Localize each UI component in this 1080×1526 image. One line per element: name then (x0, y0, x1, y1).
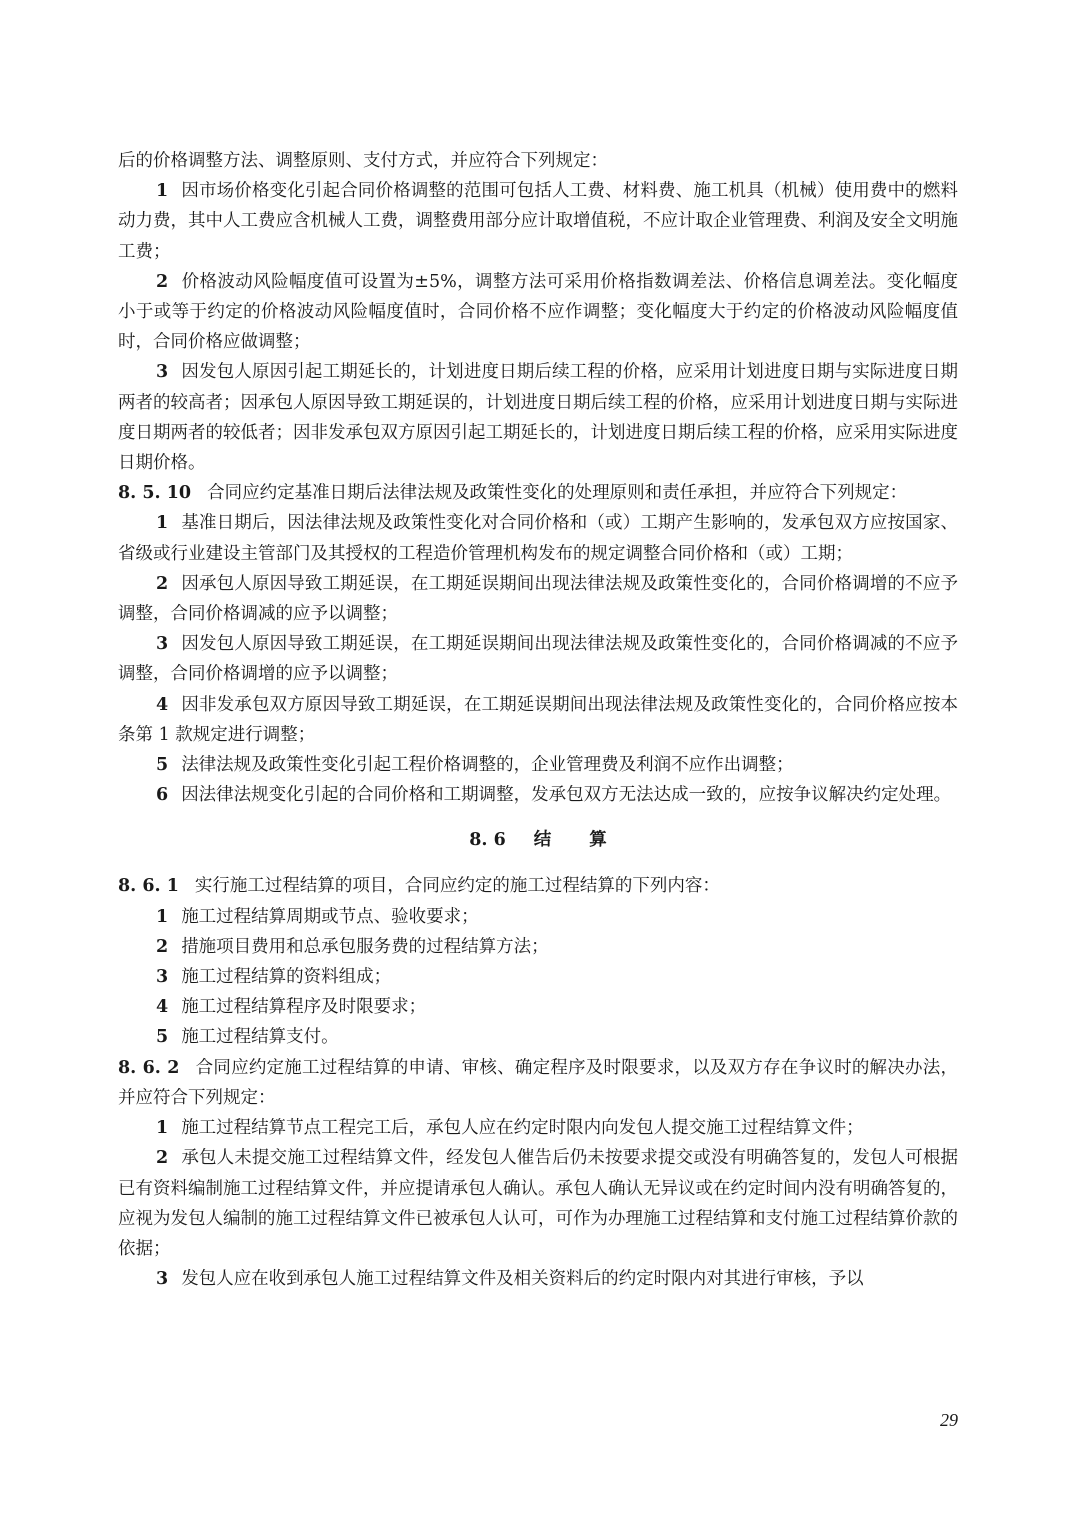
item-number: 3 (156, 1269, 169, 1290)
item-text: 施工过程结算节点工程完工后，承包人应在约定时限内向发包人提交施工过程结算文件； (181, 1118, 864, 1139)
item-text: 承包人未提交施工过程结算文件，经发包人催告后仍未按要求提交或没有明确答复的，发包人可根据已有资料编制施工过程结算文件，并应提请承包人确认。承包人确认无异议或在约定时间内没有明确答复的，应视为发包人编制的施工过程结算文件已被承包人认可，可作为办理施工过程结算和支付施工过程结算价款的依据； (118, 1148, 958, 1259)
item-number: 1 (156, 1118, 169, 1139)
clause-862-item-1 (118, 1113, 958, 1143)
clause-number: 8. 6. 2 (118, 1057, 180, 1078)
clause-859-item-2 (118, 267, 958, 358)
item-text: 因法律法规变化引起的合同价格和工期调整，发承包双方无法达成一致的，应按争议解决约定处理。 (181, 785, 952, 806)
item-text: 施工过程结算的资料组成； (181, 967, 392, 988)
item-number: 1 (156, 181, 169, 202)
clause-8510-item-4 (118, 690, 958, 750)
clause-859-item-1 (118, 176, 958, 267)
clause-862-heading (118, 1053, 958, 1113)
section-title: 结算 (533, 830, 645, 851)
item-number: 3 (156, 967, 169, 988)
clause-number: 8. 5. 10 (118, 483, 192, 504)
section-number: 8. 6 (469, 830, 506, 851)
clause-text: 合同应约定施工过程结算的申请、审核、确定程序及时限要求，以及双方存在争议时的解决办法，并应符合下列规定： (118, 1057, 958, 1108)
clause-number: 8. 6. 1 (118, 876, 179, 897)
clause-861-item-4 (118, 992, 958, 1022)
clause-861-heading (118, 871, 958, 901)
item-number: 5 (156, 1027, 169, 1048)
item-text: 因承包人原因导致工期延误，在工期延误期间出现法律法规及政策性变化的，合同价格调增的不应予调整，合同价格调减的应予以调整； (118, 573, 958, 625)
item-number: 5 (156, 755, 169, 776)
page-number: 29 (940, 1410, 958, 1430)
clause-861-item-2 (118, 932, 958, 962)
clause-text: 实行施工过程结算的项目，合同应约定的施工过程结算的下列内容： (194, 876, 720, 897)
item-number: 2 (156, 271, 169, 292)
item-text: 基准日期后，因法律法规及政策性变化对合同价格和（或）工期产生影响的，发承包双方应按国家、省级或行业建设主管部门及其授权的工程造价管理机构发布的规定调整合同价格和（或）工期； (118, 513, 958, 564)
item-number: 6 (156, 785, 169, 806)
clause-8510-item-2 (118, 569, 958, 629)
item-number: 2 (156, 936, 169, 957)
clause-8510-item-5 (118, 750, 958, 780)
item-text: 因非发承包双方原因导致工期延误，在工期延误期间出现法律法规及政策性变化的，合同价格应按本条第 1 款规定进行调整； (118, 694, 958, 745)
item-number: 2 (156, 573, 169, 594)
page-content (118, 146, 958, 1294)
item-text: 施工过程结算程序及时限要求； (181, 997, 427, 1018)
item-number: 2 (156, 1148, 169, 1169)
section-heading (118, 825, 958, 855)
clause-8510-item-6 (118, 780, 958, 810)
clause-8510-item-1 (118, 508, 958, 568)
item-number: 3 (156, 362, 169, 383)
clause-text: 合同应约定基准日期后法律法规及政策性变化的处理原则和责任承担，并应符合下列规定： (207, 483, 908, 504)
item-text: 因发包人原因引起工期延长的，计划进度日期后续工程的价格，应采用计划进度日期与实际进度日期两者的较高者；因承包人原因导致工期延误的，计划进度日期后续工程的价格，应采用计划进度日期与实际进度日期两者的较低者；因非发承包双方原因引起工期延长的，计划进度日期后续工程的价格，应采用实际进度日期价格。 (118, 362, 958, 474)
clause-861-item-3 (118, 962, 958, 992)
item-number: 1 (156, 906, 169, 927)
intro-line: 后的价格调整方法、调整原则、支付方式，并应符合下列规定： (118, 151, 608, 171)
item-text: 施工过程结算支付。 (181, 1027, 339, 1048)
clause-859-item-3 (118, 357, 958, 478)
clause-861-item-5 (118, 1022, 958, 1052)
clause-862-item-3 (118, 1264, 958, 1294)
item-text: 因市场价格变化引起合同价格调整的范围可包括人工费、材料费、施工机具（机械）使用费中的燃料动力费，其中人工费应含机械人工费，调整费用部分应计取增值税，不应计取企业管理费、利润及安全文明施工费； (118, 181, 958, 262)
item-number: 1 (156, 513, 169, 534)
item-text: 措施项目费用和总承包服务费的过程结算方法； (181, 936, 549, 957)
item-number: 3 (156, 634, 169, 655)
clause-861-item-1 (118, 902, 958, 932)
item-number: 4 (156, 997, 169, 1018)
item-text: 法律法规及政策性变化引起工程价格调整的，企业管理费及利润不应作出调整； (181, 755, 794, 776)
clause-8510-heading (118, 478, 958, 508)
item-text: 价格波动风险幅度值可设置为±5%，调整方法可采用价格指数调差法、价格信息调差法。变化幅度小于或等于约定的价格波动风险幅度值时，合同价格不应作调整；变化幅度大于约定的价格波动风险幅度值时，合同价格应做调整； (118, 271, 958, 353)
item-number: 4 (156, 694, 169, 715)
item-text: 发包人应在收到承包人施工过程结算文件及相关资料后的约定时限内对其进行审核，予以 (181, 1269, 864, 1290)
clause-8510-item-3 (118, 629, 958, 689)
clause-862-item-2 (118, 1143, 958, 1264)
item-text: 施工过程结算周期或节点、验收要求； (181, 906, 479, 927)
item-text: 因发包人原因导致工期延误，在工期延误期间出现法律法规及政策性变化的，合同价格调减的不应予调整，合同价格调增的应予以调整； (118, 634, 958, 685)
